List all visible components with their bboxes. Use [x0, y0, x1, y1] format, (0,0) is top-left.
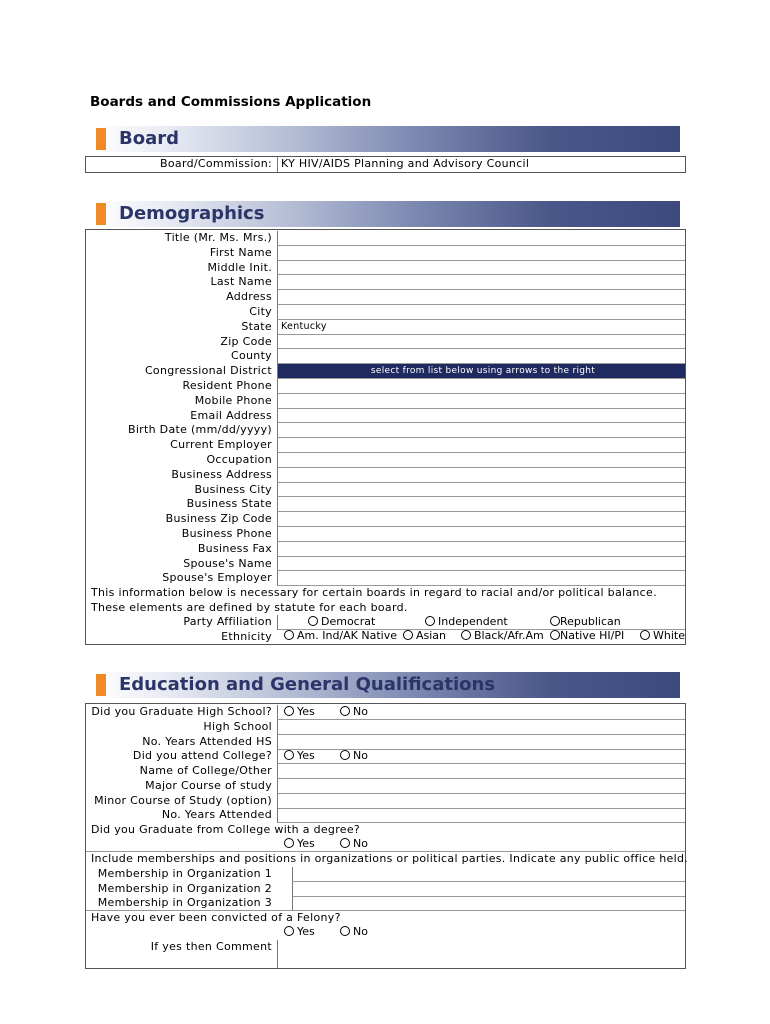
radio-icon: [340, 706, 350, 716]
org2-row: [86, 882, 685, 897]
field-label: Email Address: [190, 408, 272, 422]
field-input[interactable]: [277, 394, 685, 409]
demographics-row: [86, 394, 685, 409]
demographics-row: [86, 542, 685, 557]
field-label: Business State: [186, 497, 272, 511]
field-label: Spouse's Employer: [162, 571, 272, 585]
felony-yes-option[interactable]: Yes: [284, 925, 315, 939]
radio-icon: [308, 616, 318, 626]
board-box: [85, 156, 686, 173]
section-title: Board: [119, 128, 179, 149]
org1-field[interactable]: [292, 867, 685, 882]
years-hs-field[interactable]: [277, 735, 685, 750]
org3-row: [86, 896, 685, 911]
field-input[interactable]: [277, 497, 685, 512]
field-input[interactable]: [277, 246, 685, 261]
major-field[interactable]: [277, 779, 685, 794]
demographics-row: [86, 497, 685, 512]
field-label: County: [231, 349, 272, 363]
ethnicity-option-native[interactable]: Am. Ind/AK Native: [284, 629, 397, 643]
party-option-independent[interactable]: Independent: [425, 615, 508, 629]
party-label: Party Affiliation: [183, 615, 272, 628]
memberships-note: Include memberships and positions in organizations or political parties. Indicate any public office held.: [91, 852, 689, 865]
demographics-row: [86, 305, 685, 320]
demographics-row: [86, 512, 685, 527]
field-label: Business Zip Code: [165, 512, 272, 526]
demographics-row: [86, 527, 685, 542]
college-no-option[interactable]: No: [340, 749, 368, 763]
field-label: Business Address: [171, 467, 272, 481]
ethnicity-option-black[interactable]: Black/Afr.Am: [461, 629, 544, 643]
board-field[interactable]: KY HIV/AIDS Planning and Advisory Council: [277, 157, 685, 172]
hs-question-field: [277, 705, 685, 720]
radio-icon: [284, 630, 294, 640]
field-input[interactable]: [277, 349, 685, 364]
field-input[interactable]: [277, 423, 685, 438]
party-option-democrat[interactable]: Democrat: [308, 615, 375, 629]
radio-icon: [340, 926, 350, 936]
demographics-row: [86, 438, 685, 453]
years-hs-row: [86, 735, 685, 750]
demographics-row: [86, 571, 685, 586]
demographics-row: [86, 423, 685, 438]
field-input[interactable]: [277, 483, 685, 498]
felony-no-option[interactable]: No: [340, 925, 368, 939]
field-input[interactable]: [277, 468, 685, 483]
demographics-row: [86, 409, 685, 424]
radio-icon: [403, 630, 413, 640]
section-accent-bar: [96, 674, 106, 696]
ethnicity-label: Ethnicity: [221, 630, 272, 643]
college-yes-option[interactable]: Yes: [284, 749, 315, 763]
field-label: Occupation: [206, 453, 272, 466]
balance-note-2: These elements are defined by statute for each board.: [91, 601, 408, 614]
radio-icon: [425, 616, 435, 626]
section-title: Demographics: [119, 203, 265, 224]
field-label: Current Employer: [170, 438, 272, 452]
party-option-republican[interactable]: Republican: [550, 615, 621, 629]
field-input[interactable]: [277, 453, 685, 468]
demographics-row: [86, 364, 685, 379]
years-attended-label: No. Years Attended: [161, 808, 272, 821]
college-name-label: Name of College/Other: [139, 764, 272, 777]
field-label: Middle Init.: [207, 260, 272, 274]
field-input[interactable]: [277, 571, 685, 586]
board-label: Board/Commission:: [160, 157, 272, 170]
field-label: Business City: [194, 482, 272, 496]
radio-icon: [284, 706, 294, 716]
years-hs-label: No. Years Attended HS: [142, 735, 272, 748]
board-row: [86, 157, 685, 172]
demographics-row: [86, 290, 685, 305]
field-label: Birth Date (mm/dd/yyyy): [127, 423, 272, 437]
field-input[interactable]: [277, 261, 685, 276]
field-label: First Name: [209, 245, 272, 259]
college-name-row: [86, 764, 685, 779]
demographics-row: [86, 453, 685, 468]
demographics-row: [86, 231, 685, 246]
org2-label: Membership in Organization 2: [97, 882, 272, 895]
radio-icon: [284, 926, 294, 936]
field-label: Address: [226, 290, 272, 304]
field-label: Business Phone: [181, 527, 272, 540]
radio-icon: [640, 630, 650, 640]
ethnicity-option-pacific[interactable]: Native HI/PI: [550, 629, 624, 643]
document-title: Boards and Commissions Application: [90, 94, 372, 110]
minor-field[interactable]: [277, 794, 685, 809]
college-question-row: [86, 749, 685, 764]
field-label: Resident Phone: [182, 379, 272, 392]
felony-question: Have you ever been convicted of a Felony?: [91, 911, 341, 924]
comment-field[interactable]: [277, 940, 685, 968]
field-input[interactable]: [277, 438, 685, 453]
minor-label: Minor Course of Study (option): [94, 794, 272, 807]
org3-label: Membership in Organization 3: [97, 896, 272, 909]
high-school-label: High School: [203, 720, 272, 733]
congressional-district-select[interactable]: select from list below using arrows to the right: [277, 364, 685, 379]
field-input[interactable]: [277, 512, 685, 527]
education-box: [85, 703, 689, 969]
section-header-demographics: [93, 201, 680, 227]
demographics-row: [86, 335, 685, 350]
degree-question: Did you Graduate from College with a degree?: [91, 823, 361, 836]
ethnicity-option-white[interactable]: White: [640, 629, 685, 643]
field-input[interactable]: [277, 275, 685, 290]
field-input[interactable]: [277, 335, 685, 350]
field-input[interactable]: [277, 542, 685, 557]
field-input[interactable]: [277, 527, 685, 542]
radio-icon: [340, 838, 350, 848]
hs-question-row: [86, 705, 685, 720]
section-accent-bar: [96, 203, 106, 225]
demographics-row: [86, 320, 685, 335]
field-input[interactable]: [277, 557, 685, 572]
ethnicity-option-asian[interactable]: Asian: [403, 629, 446, 643]
field-input[interactable]: [277, 409, 685, 424]
org1-row: [86, 867, 685, 882]
field-input[interactable]: [277, 290, 685, 305]
demographics-row: [86, 468, 685, 483]
section-header-board: [93, 126, 680, 152]
demographics-row: [86, 275, 685, 290]
degree-yes-option[interactable]: Yes: [284, 837, 315, 851]
radio-icon: [550, 616, 560, 626]
field-label: Business Fax: [197, 541, 272, 555]
field-label: Congressional District: [144, 364, 272, 378]
demographics-row: [86, 379, 685, 394]
field-input[interactable]: Kentucky: [277, 320, 685, 335]
college-question-label: Did you attend College?: [132, 749, 272, 762]
org1-label: Membership in Organization 1: [97, 867, 272, 880]
field-label: Mobile Phone: [194, 393, 272, 407]
field-label: Zip Code: [220, 334, 272, 348]
field-label: City: [249, 305, 272, 318]
demographics-box: [85, 229, 686, 645]
demographics-row: [86, 557, 685, 572]
radio-icon: [284, 838, 294, 848]
field-input[interactable]: [277, 305, 685, 320]
field-input[interactable]: [277, 231, 685, 246]
section-accent-bar: [96, 128, 106, 150]
demographics-row: [86, 261, 685, 276]
radio-icon: [284, 750, 294, 760]
comment-label: If yes then Comment: [150, 940, 272, 953]
high-school-field[interactable]: [277, 720, 685, 735]
demographics-row: [86, 246, 685, 261]
radio-icon: [461, 630, 471, 640]
field-label: Last Name: [210, 275, 272, 289]
org2-field[interactable]: [292, 882, 685, 897]
field-label: Title (Mr. Ms. Mrs.): [164, 231, 272, 244]
radio-icon: [340, 750, 350, 760]
section-header-education: [93, 672, 680, 698]
years-attended-row: [86, 808, 685, 823]
field-label: State: [241, 319, 272, 333]
high-school-row: [86, 720, 685, 735]
comment-row: [86, 940, 685, 968]
demographics-row: [86, 349, 685, 364]
major-label: Major Course of study: [145, 779, 272, 792]
balance-note-1: This information below is necessary for certain boards in regard to racial and/or political balance.: [91, 586, 657, 599]
degree-no-option[interactable]: No: [340, 837, 368, 851]
college-question-field: [277, 749, 685, 764]
hs-question-label: Did you Graduate High School?: [91, 705, 272, 718]
college-name-field[interactable]: [277, 764, 685, 779]
hs-no-option[interactable]: No: [340, 705, 368, 719]
org3-field[interactable]: [292, 896, 685, 911]
years-attended-field[interactable]: [277, 808, 685, 823]
radio-icon: [550, 630, 560, 640]
hs-yes-option[interactable]: Yes: [284, 705, 315, 719]
minor-row: [86, 794, 685, 809]
section-title: Education and General Qualifications: [119, 674, 496, 695]
major-row: [86, 779, 685, 794]
field-label: Spouse's Name: [183, 556, 272, 570]
demographics-row: [86, 483, 685, 498]
field-input[interactable]: [277, 379, 685, 394]
